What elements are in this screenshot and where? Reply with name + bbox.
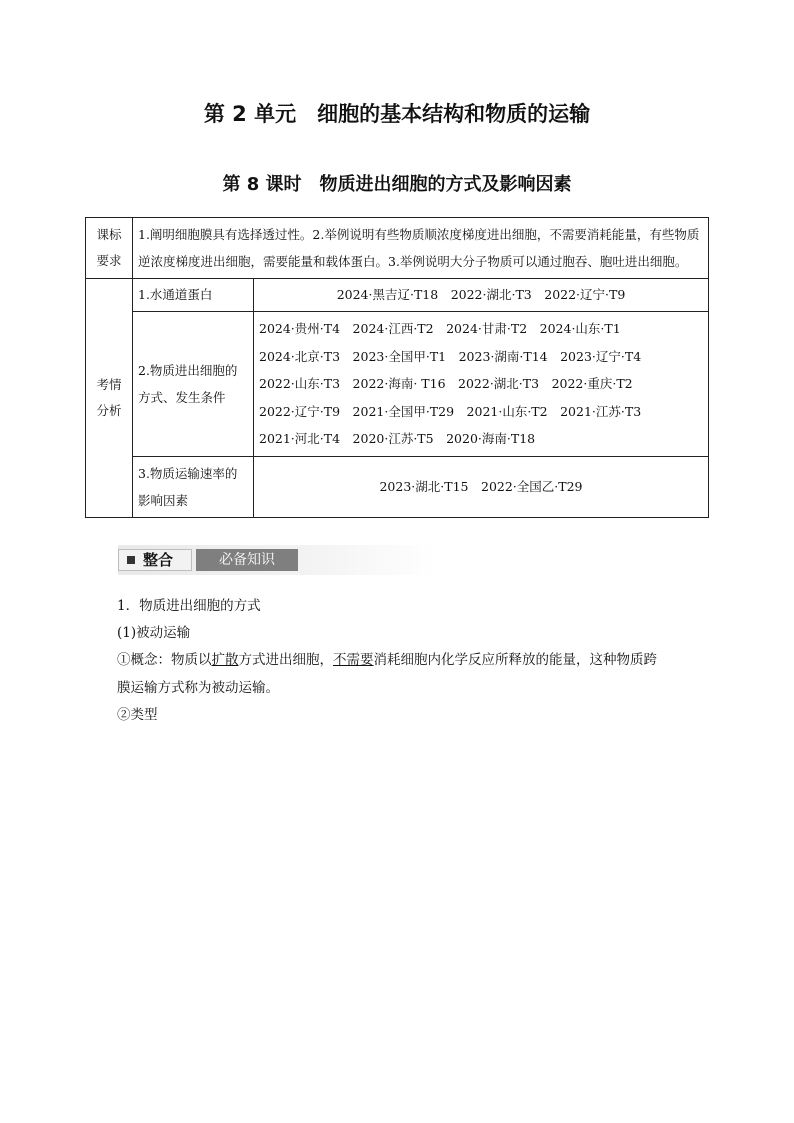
analysis-row-3: [86, 456, 709, 517]
analysis-row-1: [86, 279, 709, 312]
square-bullet-icon: [127, 556, 135, 564]
exam-cell: 2024·黑吉辽·T18 2022·湖北·T3 2022·辽宁·T9: [254, 279, 709, 312]
exam-cell: 2024·贵州·T4 2024·江西·T2 2024·甘肃·T2 2024·山东·T1 2024·北京·T3 2023·全国甲·T1 2023·湖南·T14 2023·辽宁·T4 2022·山东·T3 2022·海南· T16 2022·湖北·T3 2022·重庆·T2 2022·辽宁·T9 2021·全国甲·T29 2021·山东·T2 2021·江苏·T3 2021·河北·T4 2020·江苏·T5 2020·海南·T18: [254, 312, 709, 457]
section-tag-integrate: 整合: [118, 549, 192, 571]
underlined-term: 扩散: [211, 652, 239, 668]
requirements-label: 课标 要求: [86, 218, 133, 279]
analysis-label: 考情 分析: [86, 279, 133, 518]
section-header: [118, 545, 438, 575]
topic-cell: 2.物质进出细胞的方式、发生条件: [133, 312, 254, 457]
topic-cell: 3.物质运输速率的影响因素: [133, 456, 254, 517]
concept-line-2: 膜运输方式称为被动运输。: [117, 680, 279, 696]
exam-cell: 2023·湖北·T15 2022·全国乙·T29: [254, 456, 709, 517]
unit-title: 第 2 单元 细胞的基本结构和物质的运输: [203, 102, 591, 126]
curriculum-table: [85, 217, 709, 518]
topic-cell: 1.水通道蛋白: [133, 279, 254, 312]
underlined-term: 不需要: [333, 652, 374, 668]
concept-line: ①概念：物质以扩散方式进出细胞，不需要消耗细胞内化学反应所释放的能量，这种物质跨: [117, 652, 657, 668]
section-tag-knowledge: 必备知识: [196, 549, 298, 571]
requirements-row: [86, 218, 709, 279]
requirements-text: 1.阐明细胞膜具有选择透过性。2.举例说明有些物质顺浓度梯度进出细胞，不需要消耗能量，有些物质逆浓度梯度进出细胞，需要能量和载体蛋白。3.举例说明大分子物质可以通过胞吞、胞吐进出细胞。: [133, 218, 709, 279]
lesson-title: 第 8 课时 物质进出细胞的方式及影响因素: [222, 174, 572, 195]
heading-2: (1)被动运输: [117, 625, 191, 641]
heading-1: 1．物质进出细胞的方式: [117, 598, 261, 614]
types-heading: ②类型: [117, 707, 158, 723]
analysis-row-2: [86, 312, 709, 457]
